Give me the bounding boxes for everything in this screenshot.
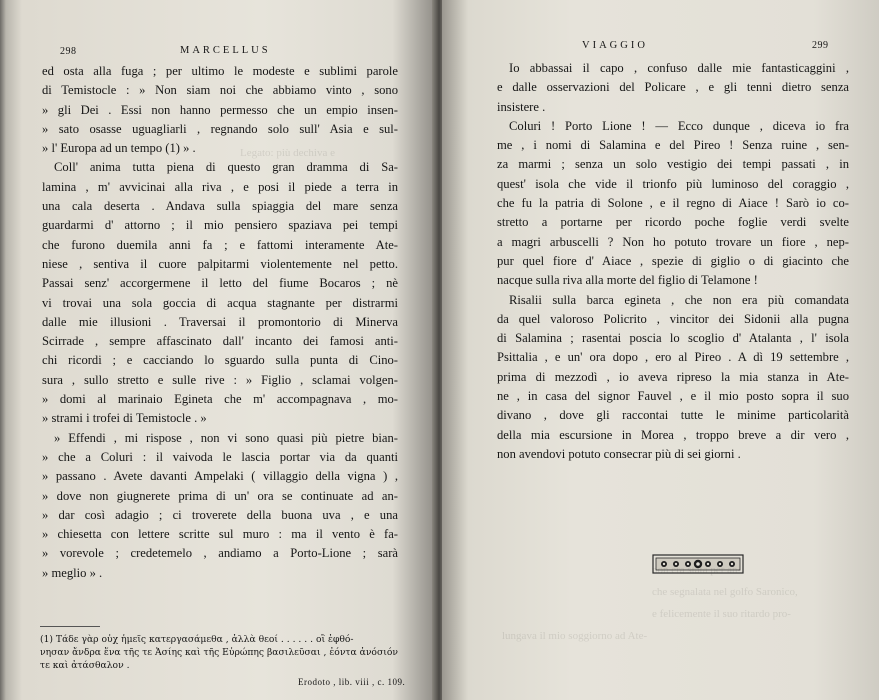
text-line: » Effendi , mi rispose , non vi sono quasi più pietre bian- — [54, 430, 398, 445]
text-line: Coluri ! Porto Lione ! — Ecco dunque , diceva io fra — [509, 118, 849, 133]
text-line: » domi al marinaio Egineta che m' accompagnava , mo- — [42, 392, 398, 407]
footnote-line: νησαν ἄνδρα ἕνα τῆς τε Ἀσίης καὶ τῆς Εὐρώπης βασιλεῦσαι , ἐόντα ἀνόσιόν — [40, 647, 398, 658]
text-line: vi trovai una sola goccia di acqua stagnante per distrarmi — [42, 295, 398, 310]
footnote-line: (1) Τάδε γὰρ οὐχ ἡμεῖς κατεργασάμεθα , ἀλλὰ θεοί . . . . . . οἳ ἐφθό- — [40, 634, 354, 645]
bleed-through-text: non era stata per an- — [652, 564, 742, 576]
text-line: di Salamina ; rasentai poscia lo scoglio d' Atalanta , l' isola — [497, 331, 849, 346]
footnote — [40, 633, 430, 672]
footnote-source: Erodoto , lib. viii , c. 109. — [298, 677, 406, 687]
text-line: » vorevole ; credetemelo , andiamo a Porto-Lione ; sarà — [42, 546, 398, 561]
left-body-text — [42, 62, 398, 583]
text-line: Psittalia , e un' ora dopo , ero al Pireo . A dì 19 settembre , — [497, 350, 849, 365]
right-body-text — [497, 59, 849, 464]
text-line: che furono duemila anni fa ; e fattomi interamente Ate- — [42, 237, 398, 252]
text-line: guardarmi d' attorno ; il mio pensiero spaziava pei tempi — [42, 218, 398, 233]
bleed-through-text: e felicemente il suo ritardo pro- — [652, 608, 791, 620]
bleed-through-text: che segnalata nel golfo Saronico, — [652, 586, 798, 598]
text-line: a magri arbuscelli ? Non ho potuto trovare un fiore , nep- — [497, 234, 849, 249]
text-line: stretto a portarne per ricordo poche foglie verdi svelte — [497, 215, 849, 230]
footnote-line: τε καὶ ἀτάσθαλον . — [40, 660, 130, 671]
text-line: della mia escursione in Morea , troppo breve a dir vero , — [497, 427, 849, 442]
text-line: Passai senz' accorgermene il letto del fiume Bocaros ; nè — [42, 276, 398, 291]
text-line: me , i nomi di Salamina e del Pireo ! Senza ruine , sen- — [497, 138, 849, 153]
running-head: VIAGGIO — [582, 40, 648, 51]
running-head: MARCELLUS — [180, 45, 271, 56]
text-line: ne , in casa del signor Fauvel , e il mio posto sopra il suo — [497, 389, 849, 404]
text-line: » strami i trofei di Temistocle . » — [42, 411, 207, 426]
text-line: Scirrade , sempre affascinato dall' incanto dei famosi anti- — [42, 334, 398, 349]
text-line: » passano . Avete davanti Ampelaki ( villaggio della vigna ) , — [42, 469, 398, 484]
text-line: Io abbassai il capo , confuso dalle mie fantasticaggini , — [509, 61, 849, 75]
text-line: Risalii sulla barca egineta , che non era più comandata — [509, 292, 849, 307]
text-line: » dove non giugnerete prima di un' ora se continuate ad an- — [42, 488, 398, 503]
page-number: 299 — [812, 40, 829, 51]
text-line: non avendovi potuto consecrar più di sei giorni . — [497, 446, 741, 461]
text-line: za marmi ; senza un solo vestigio dei tempi passati , in — [497, 157, 849, 172]
page-number: 298 — [60, 46, 77, 57]
text-line: lamina , m' avvicinai alla riva , e posi il piede a terra in — [42, 179, 398, 194]
text-line: » l' Europa ad un tempo (1) » . — [42, 141, 196, 156]
text-line: chi ricordi ; e cacciando lo sguardo sulla punta di Cino- — [42, 353, 398, 368]
text-line: » meglio » . — [42, 565, 103, 580]
text-line: pur quel fiore d' Aiace , spezie di giglio o di giacinto che — [497, 253, 849, 268]
text-line: » gli Dei . Essi non hanno permesso che un empio insen- — [42, 102, 398, 117]
bleed-through-text: Legato: più dechiva e — [240, 147, 335, 159]
text-line: di Temistocle : » Non siam noi che abbiamo vinto , sono — [42, 83, 398, 98]
text-line: prima di mezzodì , io aveva ripreso la mia stanza in Ate- — [497, 369, 849, 384]
footnote-rule — [40, 626, 100, 627]
bleed-through-text: lungava il mio soggiorno ad Ate- — [502, 630, 648, 642]
text-line: » dar così adagio ; ci troverete della buona uva , e una — [42, 507, 398, 522]
text-line: dalle mie illusioni . Traversai il promontorio di Minerva — [42, 314, 398, 329]
text-line: insistere . — [497, 99, 546, 114]
text-line: che fu la patria di Solone , e il regno di Aiace ! Sarò io co- — [497, 196, 849, 211]
text-line: divano , dove gli raccontai tutte le minime particolarità — [497, 408, 849, 423]
text-line: niese , sentiva il cuore palpitarmi violentemente nel petto. — [42, 256, 398, 271]
right-page — [442, 0, 879, 700]
text-line: quest' isola che vide il trionfo più luminoso del coraggio , — [497, 176, 849, 191]
text-line: da quel valoroso Policrito , vincitor dei Sidonii alla pugna — [497, 311, 849, 326]
left-page — [0, 0, 436, 700]
text-line: e dalle osservazioni del Policare , e gli tenni dietro senza — [497, 80, 849, 95]
text-line: sura , sullo stretto e sulle rive : » Figlio , sclamai volgen- — [42, 372, 398, 387]
text-line: » chiesetta con lettere scritte sul muro : ma il vento è fa- — [42, 527, 398, 542]
text-line: Coll' anima tutta piena di questo gran dramma di Sa- — [54, 160, 398, 175]
text-line: ed osta alla fuga ; per ultimo le modeste e sublimi parole — [42, 64, 398, 78]
text-line: » sato osasse uguagliarli , regnando solo sull' Asia e sul- — [42, 121, 398, 136]
text-line: nacque sulla riva alla morte del figlio di Telamone ! — [497, 273, 758, 288]
text-line: una cala deserta . Andava sulla spiaggia del mare senza — [42, 199, 398, 214]
text-line: » che a Coluri : il vaivoda le lascia portar via da quanti — [42, 449, 398, 464]
